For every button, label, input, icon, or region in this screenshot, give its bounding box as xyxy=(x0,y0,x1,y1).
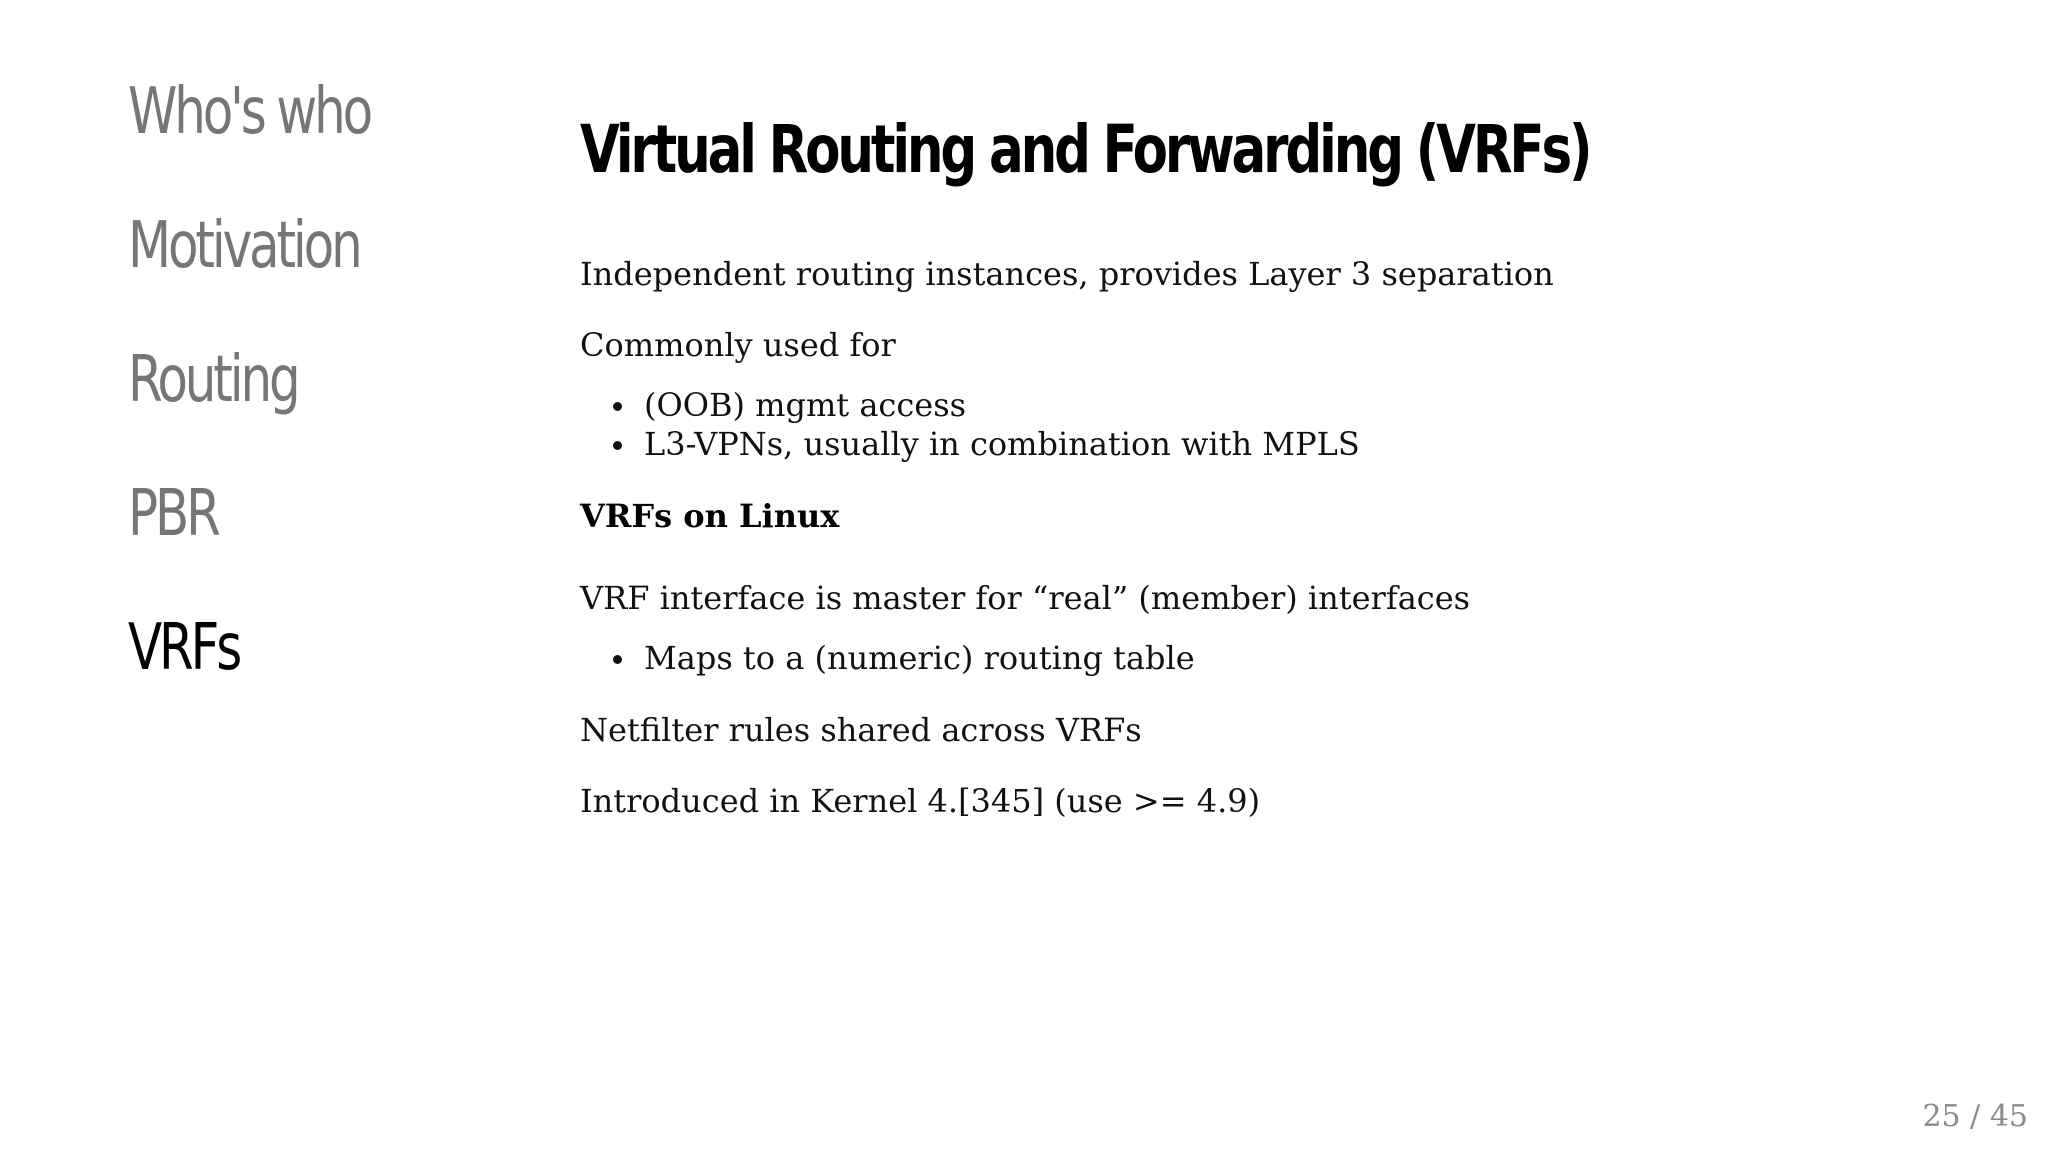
slide-content xyxy=(580,112,1930,852)
list-item-text: Maps to a (numeric) routing table xyxy=(644,639,1195,677)
bullet-icon xyxy=(613,441,622,450)
nav-item-whos-who[interactable]: Who's who xyxy=(128,75,371,149)
use-cases-list xyxy=(580,386,1930,464)
nav-item-routing[interactable]: Routing xyxy=(128,343,298,417)
list-item xyxy=(580,386,1930,425)
list-item-text: L3-VPNs, usually in combination with MPLS xyxy=(644,425,1360,463)
section-nav xyxy=(128,75,548,750)
paragraph-netfilter: Netfilter rules shared across VRFs xyxy=(580,711,1142,749)
paragraph-independent-routing: Independent routing instances, provides Layer 3 separation xyxy=(580,255,1554,293)
nav-item-motivation[interactable]: Motivation xyxy=(128,209,360,283)
bullet-icon xyxy=(613,402,622,411)
list-item xyxy=(580,425,1930,464)
page-number: 25 / 45 xyxy=(1922,1099,2028,1134)
nav-item-pbr[interactable]: PBR xyxy=(128,477,218,551)
subheading-vrfs-on-linux: VRFs on Linux xyxy=(580,497,840,535)
paragraph-commonly-used-for: Commonly used for xyxy=(580,326,896,364)
vrf-details-list xyxy=(580,639,1930,678)
bullet-icon xyxy=(613,655,622,664)
list-item xyxy=(580,639,1930,678)
list-item-text: (OOB) mgmt access xyxy=(644,386,967,424)
paragraph-vrf-interface: VRF interface is master for “real” (member) interfaces xyxy=(580,579,1471,617)
nav-item-vrfs[interactable]: VRFs xyxy=(128,611,240,685)
slide-title: Virtual Routing and Forwarding (VRFs) xyxy=(580,111,1590,188)
paragraph-kernel-version: Introduced in Kernel 4.[345] (use >= 4.9) xyxy=(580,782,1261,820)
